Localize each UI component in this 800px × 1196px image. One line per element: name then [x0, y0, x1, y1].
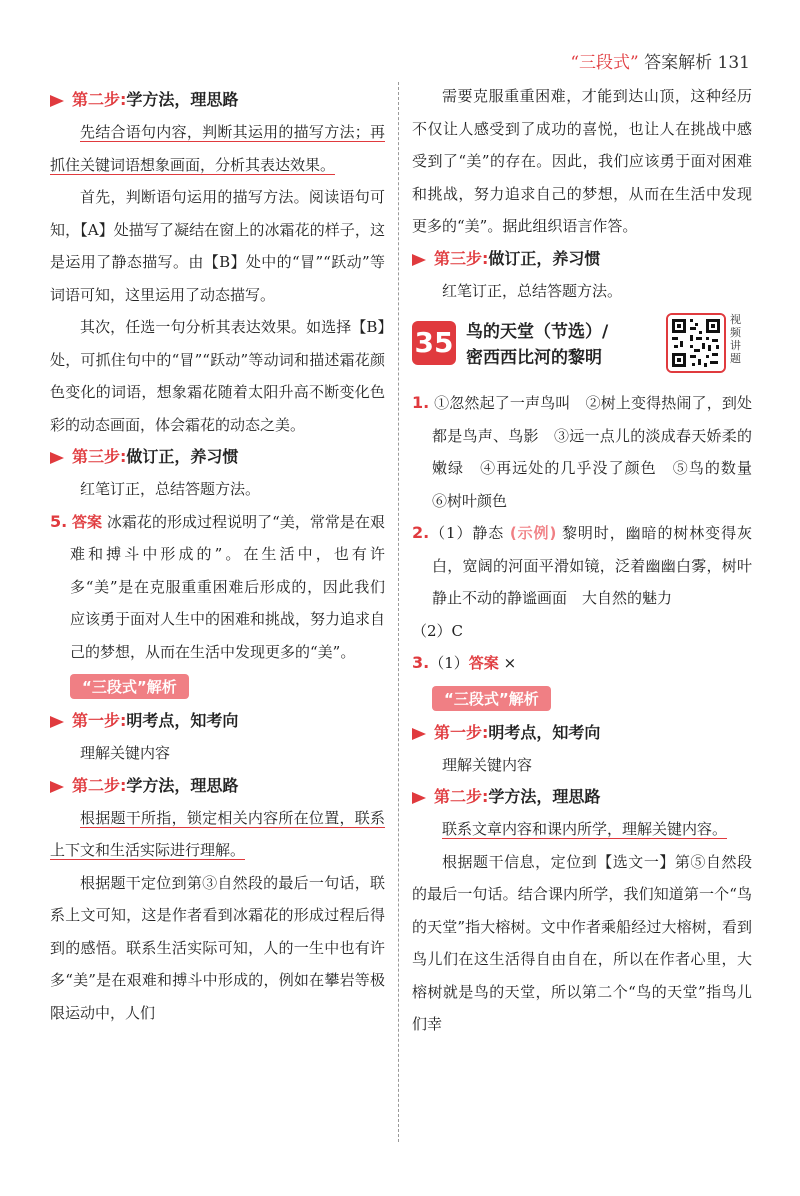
arrow-icon	[50, 95, 64, 107]
step-heading: 第二步:学方法，理思路	[412, 781, 752, 813]
analysis-badge: “三段式”解析	[70, 674, 189, 699]
arrow-icon	[50, 716, 64, 728]
lesson-subtitle: 密西西比河的黎明	[466, 348, 602, 368]
step-text: 红笔订正，总结答题方法。	[80, 480, 261, 498]
step-heading: 第三步:做订正，养习惯	[50, 441, 385, 473]
method-text: 联系文章内容和课内所学，理解关键内容。	[442, 820, 728, 838]
paragraph: 根据题干信息，定位到【选文一】第⑤自然段的最后一句话。结合课内所学，我们知道第一个“鸟的天堂”指大榕树。文中作者乘船经过大榕树，看到鸟儿们在这生活得自由自在，所以在作者心里，大榕树就是鸟的天堂，所以第二个“鸟的天堂”指鸟儿们幸	[412, 852, 752, 1033]
paragraph: 其次，任选一句分析其表达效果。如选择【B】处，可抓住句中的“冒”“跃动”等动词和描述霜花颜色变化的词语，想象霜花随着太阳升高不断变化色彩的动态画面，体会霜花的动态之美。	[50, 318, 385, 434]
step-text: 理解关键内容	[442, 755, 533, 774]
paragraph: 根据题干定位到第③自然段的最后一句话，联系上文可知，这是作者看到冰霜花的形成过程后得到的感悟。联系生活实际可知，人的一生中也有许多“美”是在艰难和搏斗中形成的，例如在攀岩等极限运动中，人们	[50, 873, 385, 1022]
left-column	[50, 84, 385, 1029]
analysis-badge: “三段式”解析	[432, 686, 551, 711]
question-2-part-2: （2）C	[412, 621, 464, 640]
arrow-icon	[412, 254, 426, 266]
arrow-icon	[412, 792, 426, 804]
step-heading: 第一步:明考点，知考向	[50, 705, 385, 737]
lesson-header	[412, 313, 752, 379]
arrow-icon	[50, 452, 64, 464]
step-text: 理解关键内容	[80, 744, 171, 762]
step-heading: 第一步:明考点，知考向	[412, 717, 752, 749]
lesson-title: 鸟的天堂（节选）/	[466, 322, 609, 342]
arrow-icon	[412, 728, 426, 740]
step-heading: 第二步:学方法，理思路	[50, 770, 385, 802]
question-2: 2.（1）静态 (示例) 黎明时，幽暗的树林变得灰白，宽阔的河面平滑如镜，泛着幽幽白雾，树叶静止不动的静谧画面 大自然的魅力	[412, 523, 752, 607]
video-label: 视频讲题	[730, 313, 741, 365]
question-5: 5. 答案 冰霜花的形成过程说明了“美，常常是在艰难和搏斗中形成的”。在生活中，也有许多“美”是在克服重重困难后形成的，因此我们应该勇于面对人生中的困难和挑战，努力追求自己的梦想，从而在生活中发现更多的“美”。	[50, 511, 386, 661]
column-divider	[398, 82, 399, 1142]
step-text: 红笔订正，总结答题方法。	[442, 281, 623, 300]
step-heading: 第三步:做订正，养习惯	[412, 243, 752, 275]
qr-code-icon[interactable]	[666, 313, 726, 373]
question-1: 1. ①忽然起了一声鸟叫 ②树上变得热闹了，到处都是鸟声、鸟影 ③远一点儿的淡成春天娇柔的嫩绿 ④再远处的几乎没了颜色 ⑤鸟的数量 ⑥树叶颜色	[412, 393, 768, 510]
right-column	[412, 80, 768, 1041]
method-text: 根据题干所指，锁定相关内容所在位置，联系上下文和生活实际进行理解。	[50, 808, 385, 859]
paragraph: 首先，判断语句运用的描写方法。阅读语句可知，【A】处描写了凝结在窗上的冰霜花的样子，这是运用了静态描写。由【B】处中的“冒”“跃动”等词语可知，这里运用了动态描写。	[50, 188, 385, 304]
lesson-number: 35	[412, 321, 456, 365]
header-brand: “三段式”	[570, 53, 639, 73]
question-3: 3.（1）答案 ×	[412, 653, 517, 672]
method-text: 先结合语句内容，判断其运用的描写方法；再抓住关键词语想象画面，分析其表达效果。	[50, 123, 385, 174]
step-heading: 第二步:学方法，理思路	[50, 84, 385, 116]
header-title: 答案解析	[644, 53, 713, 73]
page-header	[570, 48, 750, 73]
arrow-icon	[50, 781, 64, 793]
paragraph: 需要克服重重困难，才能到达山顶，这种经历不仅让人感受到了成功的喜悦，也让人在挑战中感受到了“美”的存在。因此，我们应该勇于面对困难和挑战，努力追求自己的梦想，从而在生活中发现更多的“美”。据此组织语言作答。	[412, 87, 752, 235]
page-number: 131	[717, 53, 750, 73]
